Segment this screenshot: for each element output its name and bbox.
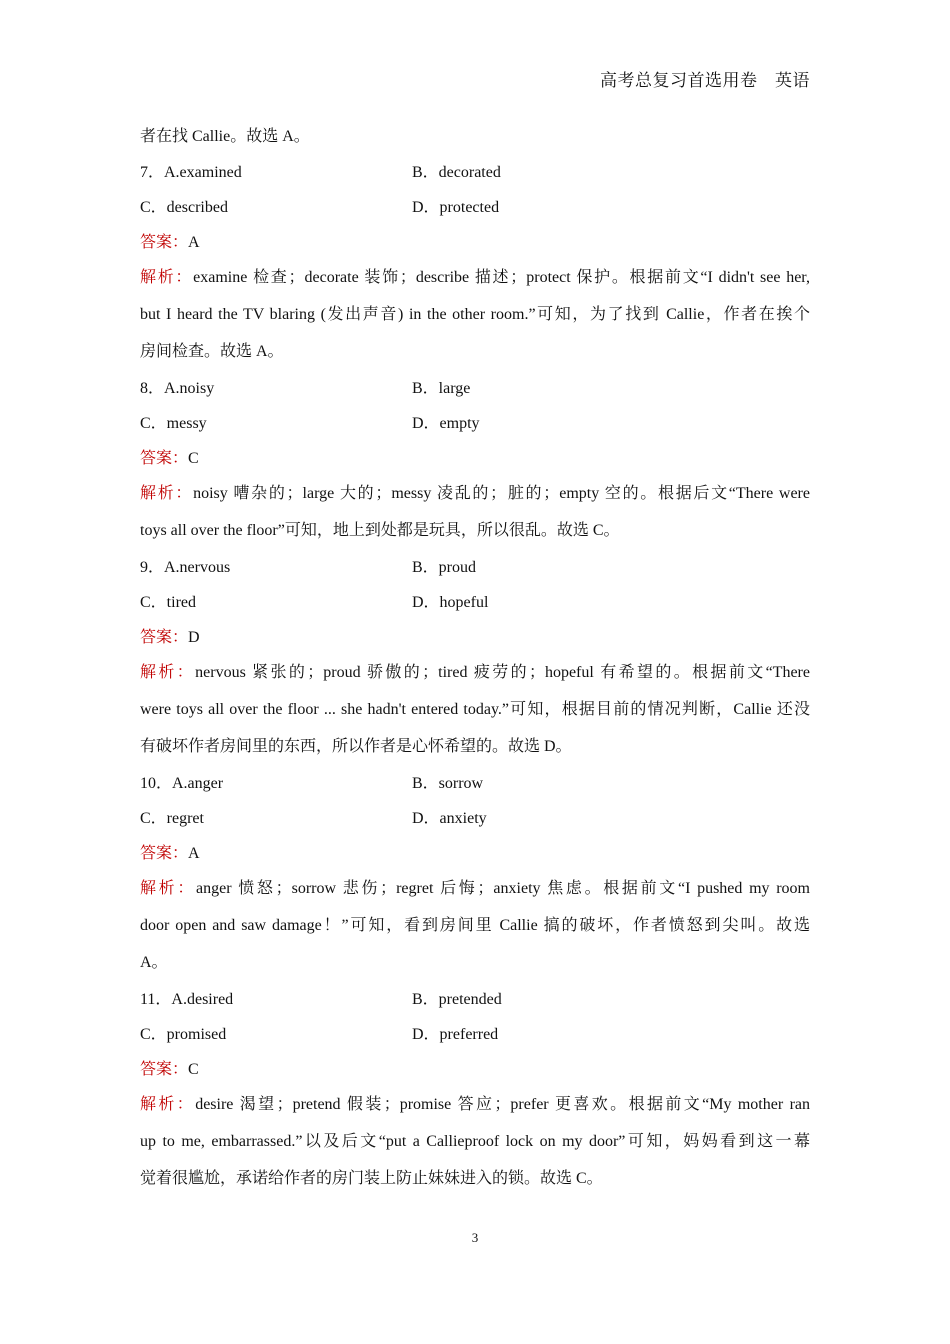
option-row <box>140 590 810 625</box>
intro-line: 者在找 Callie。故选 A。 <box>140 128 310 145</box>
analysis-text: 觉着很尴尬，承诺给作者的房门装上防止妹妹进入的锁。故选 C。 <box>140 1170 603 1187</box>
analysis-label: 解析： <box>140 880 197 897</box>
option-row <box>140 195 810 230</box>
analysis-line <box>140 660 810 697</box>
option-item: 7．A.examined <box>140 164 242 181</box>
analysis-line <box>140 913 810 950</box>
answer-line <box>140 230 810 265</box>
option-row <box>140 555 810 590</box>
answer-label: 答案： <box>140 1061 189 1078</box>
question-block <box>140 160 810 376</box>
answer-line <box>140 841 810 876</box>
option-item: C．described <box>140 199 228 216</box>
answer-value: D <box>188 629 200 646</box>
analysis-text: anger 愤怒；sorrow 悲伤；regret 后悔；anxiety 焦虑。根据前文“I pushed my room <box>196 880 810 897</box>
option-item: B．pretended <box>412 991 502 1008</box>
analysis-line <box>140 697 810 734</box>
analysis-line <box>140 339 810 376</box>
question-block <box>140 771 810 987</box>
analysis-line <box>140 950 810 987</box>
answer-value: A <box>188 845 200 862</box>
option-item: D．protected <box>412 199 500 216</box>
option-item: 10．A.anger <box>140 775 224 792</box>
analysis-text: but I heard the TV blaring (发出声音) in the other room.”可知，为了找到 Callie，作者在挨个 <box>140 306 810 323</box>
option-item: C．tired <box>140 594 196 611</box>
analysis-label: 解析： <box>140 1096 196 1113</box>
option-row <box>140 1022 810 1057</box>
option-item: D．anxiety <box>412 810 487 827</box>
analysis-line <box>140 302 810 339</box>
answer-label: 答案： <box>140 234 189 251</box>
analysis-text: A。 <box>140 954 168 971</box>
option-row <box>140 987 810 1022</box>
option-item: B．proud <box>412 559 477 576</box>
page-header: 高考总复习首选用卷 英语 <box>600 71 810 90</box>
analysis-text: were toys all over the floor ... she hadn't entered today.”可知，根据目前的情况判断，Callie 还没 <box>140 701 810 718</box>
analysis-label: 解析： <box>140 485 194 502</box>
answer-line <box>140 446 810 481</box>
option-item: D．preferred <box>412 1026 499 1043</box>
analysis-label: 解析： <box>140 269 194 286</box>
analysis-line <box>140 1092 810 1129</box>
page-number: 3 <box>471 1230 479 1245</box>
option-item: 8．A.noisy <box>140 380 215 397</box>
answer-value: C <box>188 1061 199 1078</box>
option-item: C．messy <box>140 415 207 432</box>
answer-value: C <box>188 450 199 467</box>
analysis-text: up to me, embarrassed.”以及后文“put a Callieproof lock on my door”可知，妈妈看到这一幕 <box>140 1133 810 1150</box>
answer-line <box>140 625 810 660</box>
option-item: B．large <box>412 380 471 397</box>
analysis-text: noisy 嘈杂的；large 大的；messy 凌乱的；脏的；empty 空的。根据后文“There were <box>193 485 810 502</box>
question-block <box>140 376 810 555</box>
analysis-text: nervous 紧张的；proud 骄傲的；tired 疲劳的；hopeful 有希望的。根据前文“There <box>195 664 810 681</box>
option-item: C．regret <box>140 810 204 827</box>
analysis-text: 有破坏作者房间里的东西，所以作者是心怀希望的。故选 D。 <box>140 738 572 755</box>
question-block <box>140 987 810 1203</box>
question-list <box>140 160 810 1203</box>
answer-line <box>140 1057 810 1092</box>
option-item: C．promised <box>140 1026 227 1043</box>
option-row <box>140 160 810 195</box>
analysis-text: 房间检查。故选 A。 <box>140 343 284 360</box>
analysis-text: toys all over the floor”可知，地上到处都是玩具，所以很乱。故选 C。 <box>140 522 620 539</box>
analysis-line <box>140 1129 810 1166</box>
option-item: B．sorrow <box>412 775 484 792</box>
option-item: D．empty <box>412 415 480 432</box>
option-row <box>140 411 810 446</box>
answer-label: 答案： <box>140 629 189 646</box>
analysis-label: 解析： <box>140 664 196 681</box>
document-body <box>140 124 810 1203</box>
analysis-line <box>140 481 810 518</box>
analysis-text: examine 检查；decorate 装饰；describe 描述；protect 保护。根据前文“I didn't see her, <box>193 269 810 286</box>
analysis-text: door open and saw damage！”可知，看到房间里 Callie 搞的破坏，作者愤怒到尖叫。故选 <box>140 917 810 934</box>
analysis-line <box>140 734 810 771</box>
option-item: D．hopeful <box>412 594 489 611</box>
analysis-line <box>140 1166 810 1203</box>
analysis-line <box>140 265 810 302</box>
question-block <box>140 555 810 771</box>
analysis-line <box>140 876 810 913</box>
option-row <box>140 806 810 841</box>
analysis-text: desire 渴望；pretend 假装；promise 答应；prefer 更喜欢。根据前文“My mother ran <box>195 1096 810 1113</box>
option-row <box>140 376 810 411</box>
answer-value: A <box>188 234 200 251</box>
option-row <box>140 771 810 806</box>
answer-label: 答案： <box>140 845 189 862</box>
analysis-line <box>140 518 810 555</box>
option-item: 11．A.desired <box>140 991 234 1008</box>
option-item: B．decorated <box>412 164 501 181</box>
answer-label: 答案： <box>140 450 189 467</box>
option-item: 9．A.nervous <box>140 559 231 576</box>
